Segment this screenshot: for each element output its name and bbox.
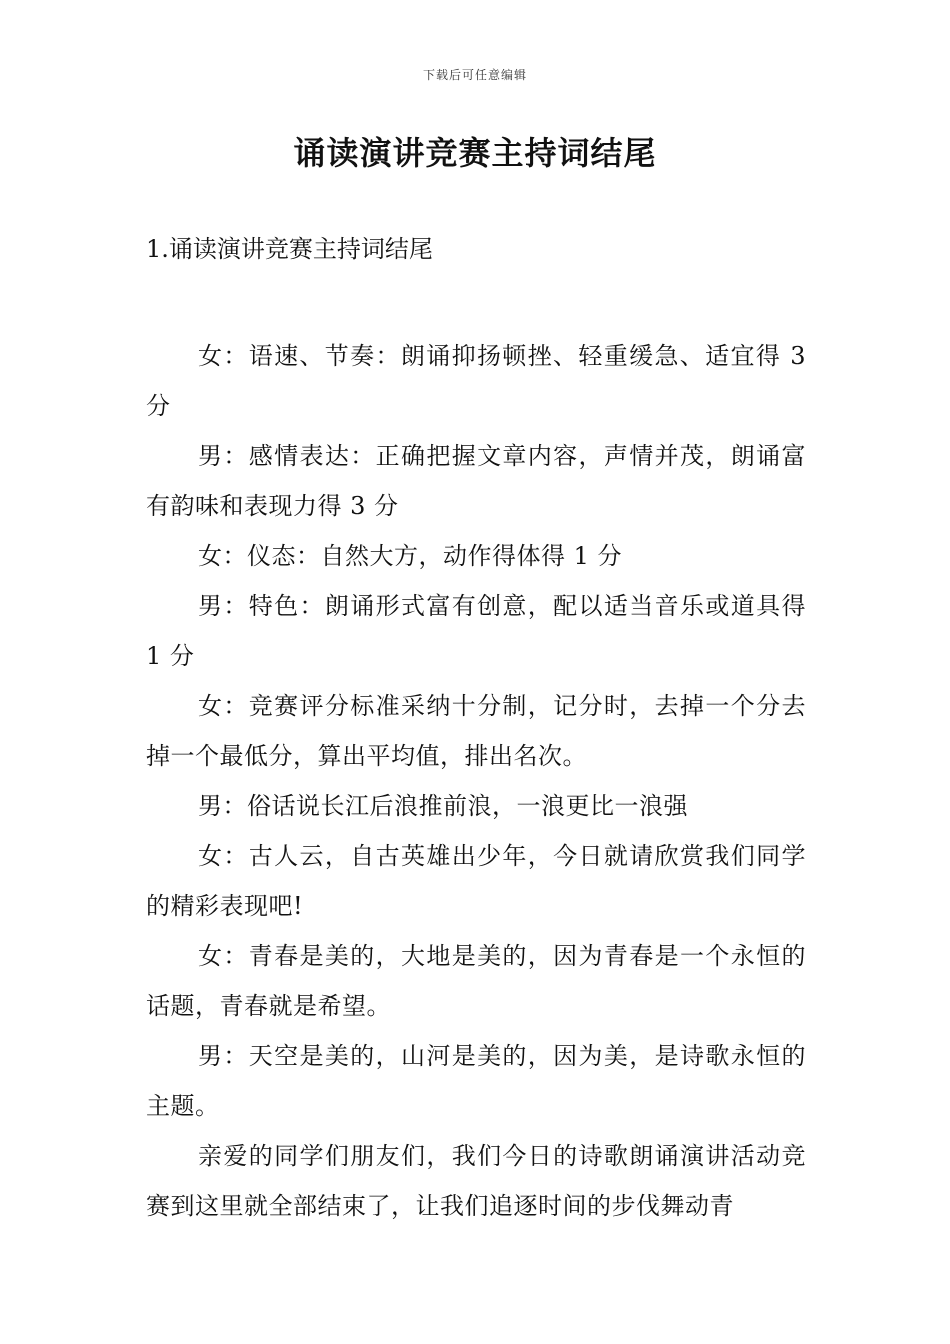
paragraph-male-emotion: 男：感情表达：正确把握文章内容，声情并茂，朗诵富有韵味和表现力得 3 分 — [146, 442, 806, 520]
paragraph-female-scoring: 女：竞赛评分标准采纳十分制，记分时，去掉一个分去掉一个最低分，算出平均值，排出名次。 — [146, 692, 806, 770]
section-heading: 1.诵读演讲竞赛主持词结尾 — [146, 235, 433, 263]
page-header-note: 下载后可任意编辑 — [422, 68, 527, 82]
paragraph-male-sky: 男：天空是美的，山河是美的，因为美，是诗歌永恒的主题。 — [146, 1042, 806, 1120]
paragraph-female-speed-rhythm: 女：语速、节奏：朗诵抑扬顿挫、轻重缓急、适宜得 3 分 — [146, 342, 806, 420]
paragraph-female-manner: 女：仪态：自然大方，动作得体得 1 分 — [198, 542, 623, 570]
paragraph-male-proverb: 男：俗话说长江后浪推前浪，一浪更比一浪强 — [198, 792, 688, 820]
document-title: 诵读演讲竞赛主持词结尾 — [293, 134, 657, 172]
paragraph-male-feature: 男：特色：朗诵形式富有创意，配以适当音乐或道具得 1 分 — [146, 592, 806, 670]
paragraph-closing: 亲爱的同学们朋友们，我们今日的诗歌朗诵演讲活动竞赛到这里就全部结束了，让我们追逐时间的步伐舞动青 — [146, 1142, 806, 1220]
paragraph-female-youth: 女：青春是美的，大地是美的，因为青春是一个永恒的话题，青春就是希望。 — [146, 942, 806, 1020]
document-body — [146, 331, 806, 1231]
paragraph-female-ancients: 女：古人云，自古英雄出少年，今日就请欣赏我们同学的精彩表现吧! — [146, 842, 806, 920]
